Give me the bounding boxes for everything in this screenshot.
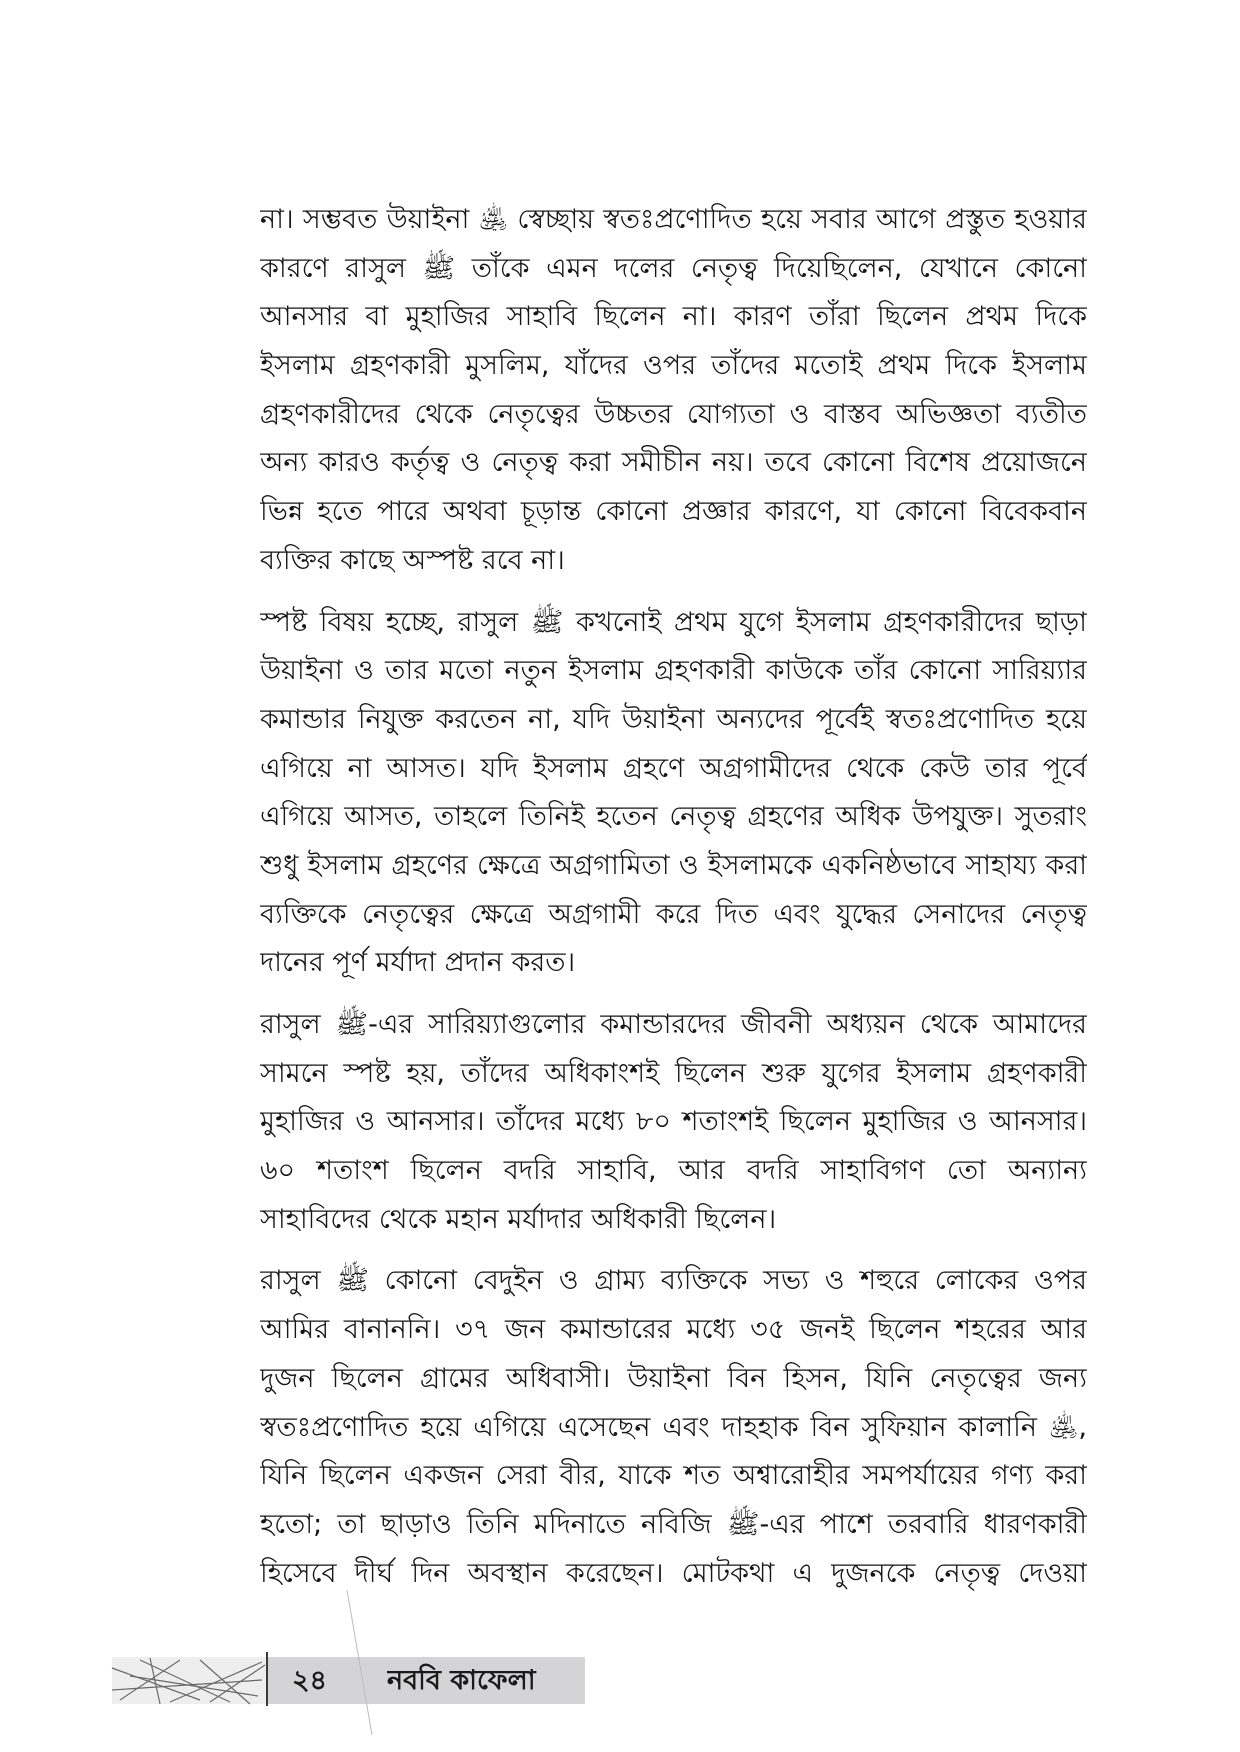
paragraph: [260, 196, 1087, 586]
text-line: আমির বানাননি। ৩৭ জন কমান্ডারের মধ্যে ৩৫ জনই ছিলেন শহরের আর: [260, 1314, 1087, 1346]
text-line: সাহাবিদের থেকে মহান মর্যাদার অধিকারী ছিলেন।: [260, 1203, 777, 1235]
text-line: হতো; তা ছাড়াও তিনি মদিনাতে নবিজি ﷺ-এর পাশে তরবারি ধারণকারী: [260, 1508, 1087, 1540]
text-line: যিনি ছিলেন একজন সেরা বীর, যাকে শত অশ্বারোহীর সমপর্যায়ের গণ্য করা: [260, 1460, 1087, 1492]
text-line: স্বতঃপ্রণোদিত হয়ে এগিয়ে এসেছেন এবং দাহহাক বিন সুফিয়ান কালানি ﵁,: [260, 1411, 1087, 1443]
text-line: কারণে রাসুল ﷺ তাঁকে এমন দলের নেতৃত্ব দিয়েছিলেন, যেখানে কোনো: [260, 252, 1087, 284]
text-line: মুহাজির ও আনসার। তাঁদের মধ্যে ৮০ শতাংশই ছিলেন মুহাজির ও আনসার।: [260, 1106, 1087, 1138]
text-line: দুজন ছিলেন গ্রামের অধিবাসী। উয়াইনা বিন হিসন, যিনি নেতৃত্বের জন্য: [260, 1362, 1087, 1394]
page-body-text: [260, 196, 1087, 1611]
text-line: রাসুল ﷺ-এর সারিয়্যাগুলোর কমান্ডারদের জীবনী অধ্যয়ন থেকে আমাদের: [260, 1009, 1087, 1040]
text-line: অন্য কারও কর্তৃত্ব ও নেতৃত্ব করা সমীচীন নয়। তবে কোনো বিশেষ প্রয়োজনে: [260, 447, 1087, 479]
text-line: কমান্ডার নিযুক্ত করতেন না, যদি উয়াইনা অন্যদের পূর্বেই স্বতঃপ্রণোদিত হয়ে: [260, 703, 1087, 735]
text-line: ব্যক্তিকে নেতৃত্বের ক্ষেত্রে অগ্রগামী করে দিত এবং যুদ্ধের সেনাদের নেতৃত্ব: [260, 898, 1087, 930]
text-line: স্পষ্ট বিষয় হচ্ছে, রাসুল ﷺ কখনোই প্রথম যুগে ইসলাম গ্রহণকারীদের ছাড়া: [260, 606, 1087, 638]
text-line: গ্রহণকারীদের থেকে নেতৃত্বের উচ্চতর যোগ্যতা ও বাস্তব অভিজ্ঞতা ব্যতীত: [260, 398, 1087, 430]
text-line: শুধু ইসলাম গ্রহণের ক্ষেত্রে অগ্রগামিতা ও ইসলামকে একনিষ্ঠভাবে সাহায্য করা: [260, 849, 1087, 881]
text-line: না। সম্ভবত উয়াইনা ﵁ স্বেচ্ছায় স্বতঃপ্রণোদিত হয়ে সবার আগে প্রস্তুত হওয়ার: [260, 204, 1087, 235]
text-line: উয়াইনা ও তার মতো নতুন ইসলাম গ্রহণকারী কাউকে তাঁর কোনো সারিয়্যার: [260, 655, 1087, 687]
text-line: সামনে স্পষ্ট হয়, তাঁদের অধিকাংশই ছিলেন শুরু যুগের ইসলাম গ্রহণকারী: [260, 1057, 1087, 1089]
text-line: আনসার বা মুহাজির সাহাবি ছিলেন না। কারণ তাঁরা ছিলেন প্রথম দিকে: [260, 301, 1087, 333]
running-book-title: নববি কাফেলা: [387, 1665, 536, 1696]
paragraph: [260, 599, 1087, 989]
text-line: রাসুল ﷺ কোনো বেদুইন ও গ্রাম্য ব্যক্তিকে সভ্য ও শহুরে লোকের ওপর: [260, 1265, 1087, 1297]
text-line: এগিয়ে আসত, তাহলে তিনিই হতেন নেতৃত্ব গ্রহণের অধিক উপযুক্ত। সুতরাং: [260, 801, 1087, 833]
text-line: ভিন্ন হতে পারে অথবা চূড়ান্ত কোনো প্রজ্ঞার কারণে, যা কোনো বিবেকবান: [260, 496, 1087, 528]
text-line: এগিয়ে না আসত। যদি ইসলাম গ্রহণে অগ্রগামীদের থেকে কেউ তার পূর্বে: [260, 752, 1087, 784]
text-line: ব্যক্তির কাছে অস্পষ্ট রবে না।: [260, 544, 565, 576]
text-line: দানের পূর্ণ মর্যাদা প্রদান করত।: [260, 947, 576, 979]
text-line: হিসেবে দীর্ঘ দিন অবস্থান করেছেন। মোটকথা এ দুজনকে নেতৃত্ব দেওয়া: [260, 1557, 1087, 1589]
paragraph: [260, 1257, 1087, 1598]
text-line: ৬০ শতাংশ ছিলেন বদরি সাহাবি, আর বদরি সাহাবিগণ তো অন্যান্য: [260, 1155, 1087, 1187]
page-number: ২৪: [292, 1665, 328, 1696]
paragraph: [260, 1001, 1087, 1244]
text-line: ইসলাম গ্রহণকারী মুসলিম, যাঁদের ওপর তাঁদের মতোই প্রথম দিকে ইসলাম: [260, 350, 1087, 382]
